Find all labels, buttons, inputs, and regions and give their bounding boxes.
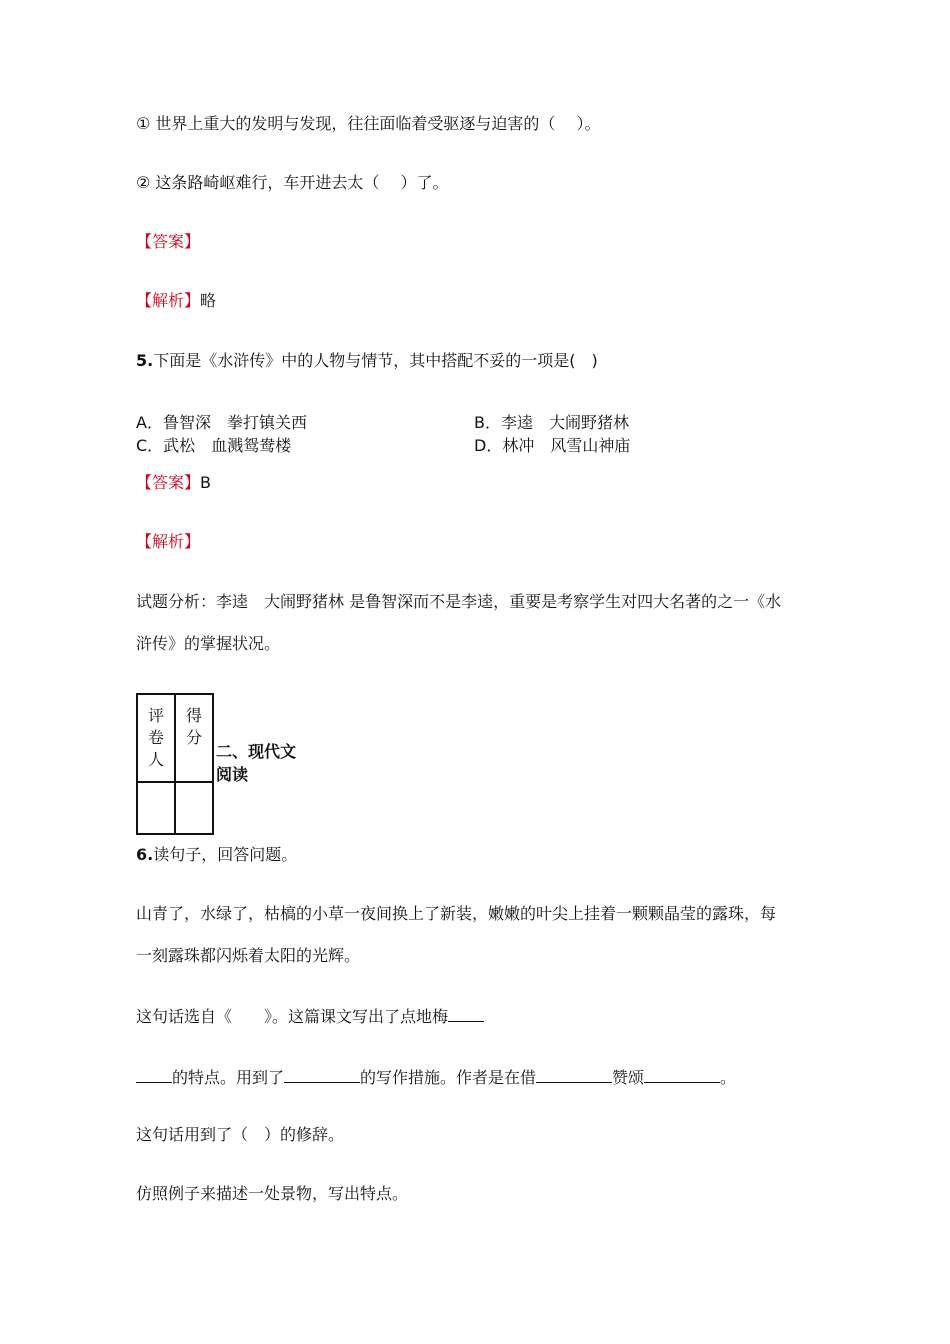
q6-sub1-text-d: 赞颂: [612, 1068, 645, 1087]
q6-number: 6.: [136, 845, 154, 864]
q4-analysis-text: 略: [200, 291, 217, 310]
q5-stem: [136, 351, 598, 371]
q5-answer-value: B: [200, 473, 211, 492]
q6-sub1-text-e: 。: [720, 1068, 737, 1087]
q6-passage-line-1: 山青了，水绿了，枯槁的小草一夜间换上了新装，嫩嫩的叶尖上挂着一颗颗晶莹的露珠，每: [136, 904, 777, 923]
q4-analysis: [136, 291, 216, 311]
score-table-cell-grader[interactable]: [137, 782, 175, 834]
q6-sub2: 这句话用到了（ ）的修辞。: [136, 1125, 345, 1144]
q4-analysis-label: 【解析】: [136, 291, 201, 310]
score-table-header-grader: 评卷人: [137, 694, 175, 782]
q5-option-a: A．鲁智深 拳打镇关西: [136, 413, 307, 432]
q5-analysis-label: 【解析】: [136, 532, 201, 551]
q4-item-1: ① 世界上重大的发明与发现，往往面临着受驱逐与迫害的（ ）。: [136, 114, 601, 133]
q5-stem-text: 下面是《水浒传》中的人物与情节，其中搭配不妥的一项是( ): [153, 351, 598, 370]
q6-stem-text: 读句子，回答问题。: [153, 845, 298, 864]
answer-blank-1[interactable]: [448, 1005, 484, 1022]
q6-sub1-line-1: [136, 1005, 484, 1027]
score-table-header-score: 得分: [175, 694, 213, 782]
q5-answer-label: 【答案】: [136, 473, 201, 492]
q5-number: 5.: [136, 351, 154, 370]
q5-option-d: D．林冲 风雪山神庙: [474, 436, 631, 455]
score-table-cell-score[interactable]: [175, 782, 213, 834]
q6-sub1-text-c: 的写作措施。作者是在借: [360, 1068, 537, 1087]
q5-answer: [136, 473, 211, 493]
q6-passage-line-2: 一刻露珠都闪烁着太阳的光辉。: [136, 946, 361, 965]
q6-sub3: 仿照例子来描述一处景物，写出特点。: [136, 1184, 409, 1203]
answer-blank-2[interactable]: [136, 1066, 172, 1083]
score-table: [136, 693, 214, 835]
q4-item-2: ② 这条路崎岖难行，车开进去太（ ）了。: [136, 173, 449, 192]
q5-option-c: C．武松 血溅鸳鸯楼: [136, 436, 292, 455]
answer-blank-5[interactable]: [644, 1066, 720, 1083]
q6-sub1-text-a: 这句话选自《 》。这篇课文写出了点地梅: [136, 1007, 449, 1026]
q4-answer-label: 【答案】: [136, 232, 201, 251]
q6-sub1-text-b: 的特点。用到了: [172, 1068, 285, 1087]
q5-analysis-line-1: 试题分析：李逵 大闹野猪林 是鲁智深而不是李逵，重要是考察学生对四大名著的之一《水: [136, 592, 782, 611]
q6-stem: [136, 845, 297, 865]
answer-blank-3[interactable]: [284, 1066, 360, 1083]
q5-analysis-line-2: 浒传》的掌握状况。: [136, 634, 281, 653]
section-title: 二、现代文阅读: [216, 742, 297, 784]
q6-sub1-line-2: [136, 1066, 736, 1088]
q5-option-b: B．李逵 大闹野猪林: [474, 413, 629, 432]
answer-blank-4[interactable]: [536, 1066, 612, 1083]
